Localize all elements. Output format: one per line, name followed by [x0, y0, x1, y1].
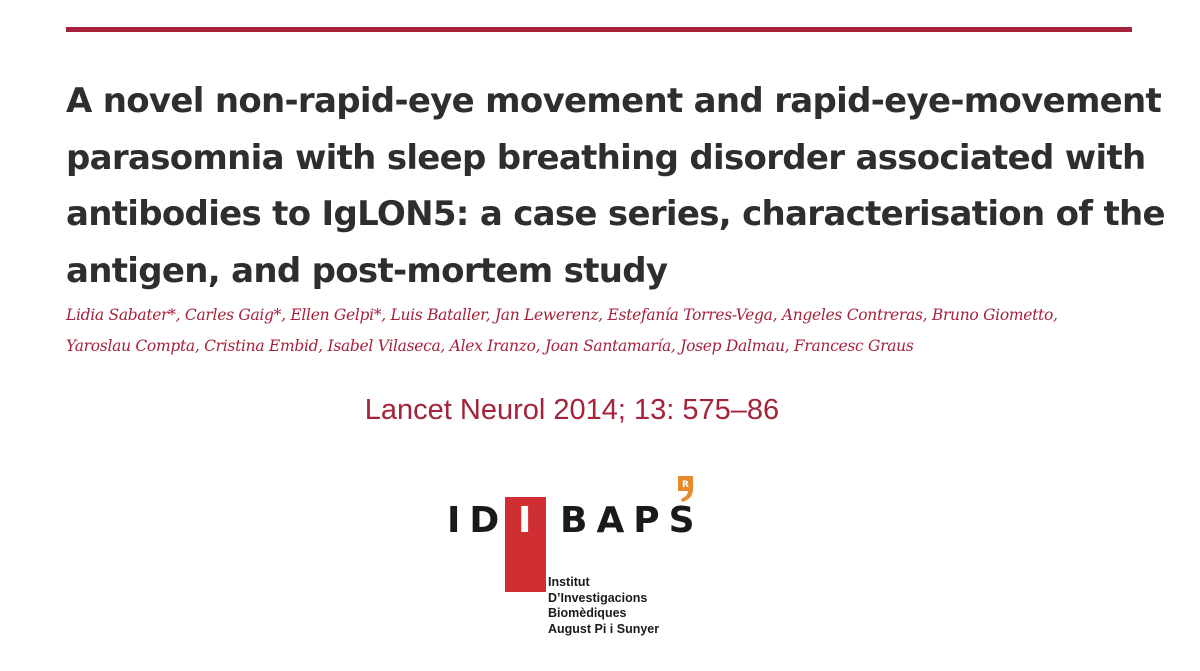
logo-mark-letter: R: [682, 480, 689, 490]
institute-line: Biomèdiques: [548, 606, 627, 620]
title-line: A novel non-rapid-eye movement and rapid-eye-movement: [66, 81, 1162, 121]
logo-word-mid: I: [518, 500, 532, 541]
top-rule: [66, 27, 1132, 32]
author-line: Lidia Sabater*, Carles Gaig*, Ellen Gelpi*, Luis Bataller, Jan Lewerenz, Estefanía Torres-Vega, Angeles Contreras, Bruno Giometto,: [66, 306, 1058, 324]
title-line: parasomnia with sleep breathing disorder associated with: [66, 137, 1146, 178]
institute-line: Institut: [548, 575, 590, 589]
title-line: antibodies to IgLON5: a case series, characterisation of the: [66, 194, 1165, 234]
institute-name: [548, 575, 659, 637]
idibaps-logo: [440, 475, 720, 665]
logo-bracket-mark: [676, 475, 695, 503]
institute-line: D’Investigacions: [548, 590, 648, 605]
author-line: Yaroslau Compta, Cristina Embid, Isabel Vilaseca, Alex Iranzo, Joan Santamaría, Josep Dalmau, Francesc Graus: [66, 337, 914, 355]
logo-word-left: ID: [447, 500, 509, 541]
paper-title: [66, 73, 1165, 299]
journal-citation: Lancet Neurol 2014; 13: 575–86: [364, 394, 780, 426]
author-list: [66, 300, 1156, 362]
institute-line: August Pi i Sunyer: [548, 621, 660, 636]
title-line: antigen, and post-mortem study: [66, 250, 668, 291]
logo-word-right: BAPS: [560, 500, 704, 541]
